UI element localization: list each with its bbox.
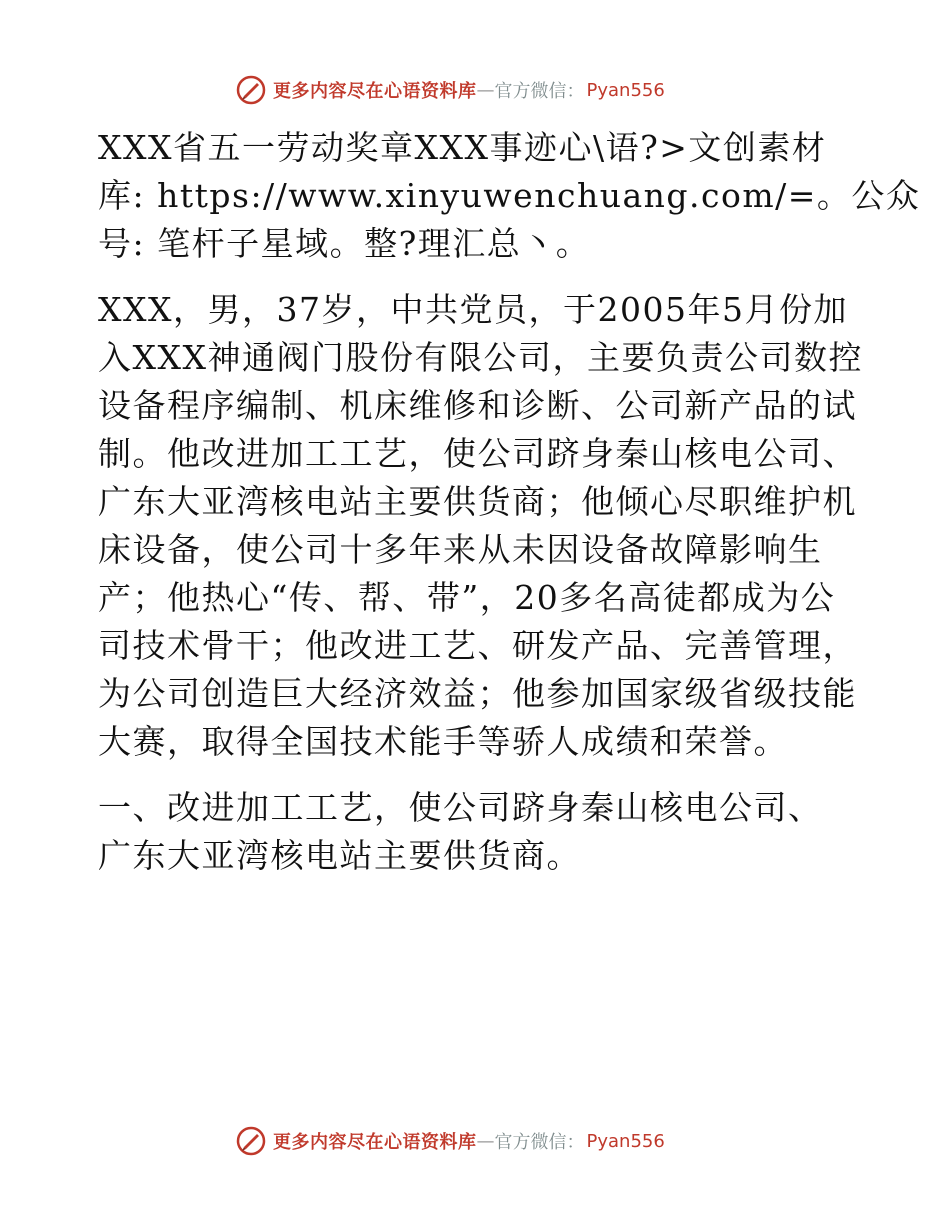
header-separator: — (476, 79, 495, 101)
header-banner (235, 73, 665, 107)
text-line: 床设备，使公司十多年来从未因设备故障影响生 (98, 530, 823, 569)
text-line: 为公司创造巨大经济效益；他参加国家级省级技能 (98, 674, 857, 713)
brand-logo-icon (235, 1125, 267, 1157)
paragraph-profile (98, 286, 868, 766)
text-line: 大赛，取得全国技术能手等骄人成绩和荣誉。 (98, 722, 788, 761)
text-line: 广东大亚湾核电站主要供货商。 (98, 836, 581, 875)
header-brand-text: 更多内容尽在心语资料库 (273, 81, 477, 102)
text-line: 库: https://www.xinyuwenchuang.com/=。公众 (98, 176, 921, 215)
document-body (98, 124, 921, 898)
brand-logo-icon (235, 74, 267, 106)
text-line: 一、改进加工工艺，使公司跻身秦山核电公司、 (98, 788, 823, 827)
text-line: 制。他改进加工工艺，使公司跻身秦山核电公司、 (98, 434, 857, 473)
footer-brand-text: 更多内容尽在心语资料库 (273, 1132, 477, 1153)
footer-separator: — (476, 1130, 495, 1152)
footer-wechat-handle: Pyan556 (586, 1130, 665, 1152)
text-line: 设备程序编制、机床维修和诊断、公司新产品的试 (98, 386, 857, 425)
footer-wechat-label: 官方微信： (494, 1132, 585, 1153)
text-line: XXX省五一劳动奖章XXX事迹心\语?>文创素材 (98, 128, 827, 167)
text-line: 号: 笔杆子星域。整?理汇总丶。 (98, 224, 591, 263)
text-line: 产；他热心“传、帮、带”，20多名高徒都成为公 (98, 578, 836, 617)
text-line: 广东大亚湾核电站主要供货商；他倾心尽职维护机 (98, 482, 857, 521)
text-line: XXX，男，37岁，中共党员，于2005年5月份加 (98, 290, 848, 329)
header-wechat-handle: Pyan556 (586, 79, 665, 101)
text-line: 入XXX神通阀门股份有限公司，主要负责公司数控 (98, 338, 863, 377)
paragraph-section-1 (98, 784, 868, 880)
header-wechat-label: 官方微信： (494, 81, 585, 102)
paragraph-intro (98, 124, 921, 268)
footer-banner (235, 1124, 665, 1158)
text-line: 司技术骨干；他改进工艺、研发产品、完善管理， (98, 626, 857, 665)
